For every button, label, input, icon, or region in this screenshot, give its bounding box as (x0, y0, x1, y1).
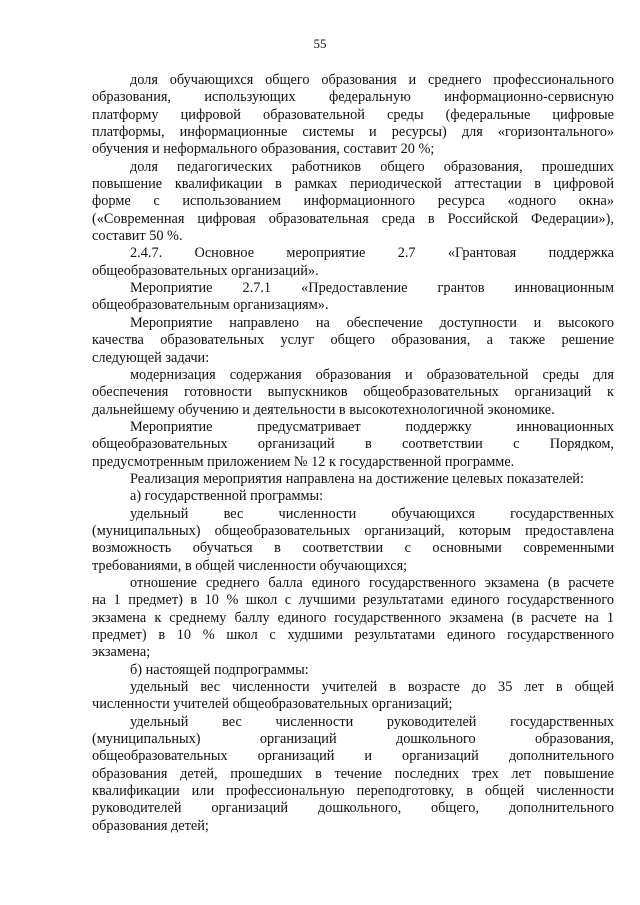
text-line: (муниципальных) организаций дошкольного образования, (92, 731, 614, 748)
text-line: руководителей организаций дошкольного, общего, дополнительного (92, 800, 614, 817)
text-line: образования, использующих федеральную информационно-сервисную (92, 89, 614, 106)
text-line: удельный вес численности обучающихся государственных (130, 505, 614, 522)
text-line: требованиями, в общей численности обучающихся; (92, 557, 408, 574)
text-line: экзамена; (92, 644, 151, 661)
document-body (92, 72, 614, 835)
text-line: (муниципальных) общеобразовательных организаций, которым предоставлена (92, 522, 614, 539)
text-line: 2.4.7. Основное мероприятие 2.7 «Грантовая поддержка (130, 245, 614, 262)
paragraph (92, 280, 614, 315)
text-line: образования детей; (92, 817, 209, 834)
text-line: общеобразовательных организаций». (92, 262, 319, 279)
text-line: качества образовательных услуг общего образования, а также решение (92, 332, 614, 349)
text-line: доля педагогических работников общего образования, прошедших (130, 158, 614, 175)
text-line: квалификации или профессиональную переподготовку, в общей численности (92, 783, 614, 800)
text-line: удельный вес численности руководителей государственных (130, 713, 614, 730)
text-line: возможность обучаться в соответствии с основными современными (92, 540, 614, 557)
text-line: следующей задачи: (92, 349, 210, 366)
text-line: отношение среднего балла единого государственного экзамена (в расчете (130, 574, 614, 591)
text-line: экзамена к среднему баллу единого государственного экзамена (в расчете на 1 (92, 609, 614, 626)
paragraph (92, 245, 614, 280)
text-line: численности учителей общеобразовательных организаций; (92, 696, 453, 713)
paragraph (92, 159, 614, 246)
paragraph (92, 72, 614, 159)
text-line: общеобразовательных организаций в соответствии с Порядком, (92, 436, 614, 453)
text-line: дальнейшему обучению и деятельности в высокотехнологичной экономике. (92, 401, 555, 418)
paragraph (92, 714, 614, 835)
text-line: общеобразовательных организаций и организаций дополнительного (92, 748, 614, 765)
paragraph (92, 367, 614, 419)
text-line: платформу цифровой образовательной среды (федеральные цифровые (92, 106, 614, 123)
text-line: («Современная цифровая образовательная среда в Российской Федерации»), (92, 210, 614, 227)
text-line: модернизация содержания образования и образовательной среды для (130, 366, 614, 383)
text-line: форме с использованием информационного ресурса «одного окна» (92, 193, 614, 210)
text-line: повышение квалификации в рамках периодической аттестации в цифровой (92, 176, 614, 193)
text-line: удельный вес численности учителей в возрасте до 35 лет в общей (130, 679, 614, 696)
paragraph (92, 315, 614, 367)
text-line: на 1 предмет) в 10 % школ с лучшими результатами единого государственного (92, 592, 614, 609)
text-line: Мероприятие направлено на обеспечение доступности и высокого (130, 314, 614, 331)
text-line: а) государственной программы: (130, 488, 324, 505)
text-line: предмет) в 10 % школ с худшими результатами единого государственного (92, 627, 614, 643)
paragraph (92, 679, 614, 714)
text-line: Мероприятие 2.7.1 «Предоставление грантов инновационным (130, 280, 614, 297)
paragraph (92, 419, 614, 471)
paragraph (92, 575, 614, 662)
text-line: общеобразовательным организациям». (92, 297, 329, 314)
text-line: образования детей, прошедших в течение последних трех лет повышение (92, 765, 614, 782)
paragraph (92, 662, 614, 679)
text-line: доля обучающихся общего образования и среднего профессионального (130, 72, 614, 88)
text-line: предусмотренным приложением № 12 к государственной программе. (92, 453, 515, 470)
paragraph (92, 488, 614, 505)
text-line: б) настоящей подпрограммы: (130, 661, 309, 678)
text-line: обучения и неформального образования, составит 20 %; (92, 141, 435, 158)
paragraph (92, 471, 614, 488)
text-line: платформы, информационные системы и ресурсы) для «горизонтального» (92, 124, 614, 141)
paragraph (92, 506, 614, 575)
text-line: обеспечения готовности выпускников общеобразовательных организаций к (92, 384, 614, 401)
page-number: 55 (313, 36, 327, 51)
text-line: составит 50 %. (92, 228, 183, 245)
text-line: Мероприятие предусматривает поддержку инновационных (130, 418, 614, 435)
text-line: Реализация мероприятия направлена на достижение целевых показателей: (130, 470, 584, 487)
